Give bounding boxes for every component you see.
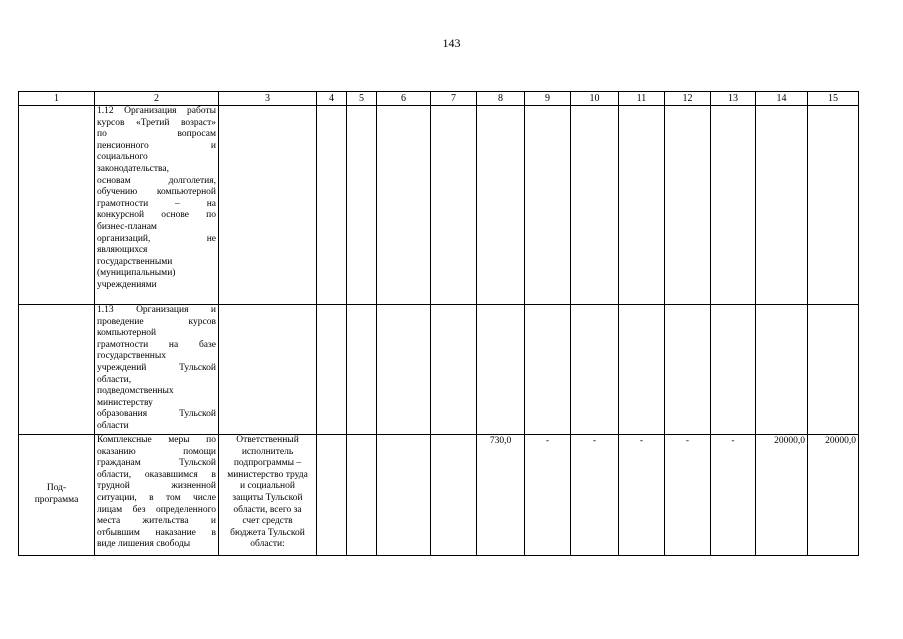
column-header-10: 10 [571, 92, 619, 106]
executor-line: Ответственный [236, 435, 299, 445]
activity-line: обучению компьютерной [97, 187, 216, 198]
activity-line: гражданам Тульской [97, 458, 216, 469]
value-cell-col9 [525, 305, 571, 435]
activity-line: социального [97, 152, 148, 163]
page-number: 143 [442, 36, 461, 50]
value-cell-col6 [377, 435, 431, 556]
executor-line: подпрограммы – [233, 458, 302, 469]
column-header-5: 5 [347, 92, 377, 106]
value-cell-col5 [347, 435, 377, 556]
activity-line: подведомственных [97, 386, 174, 397]
value-cell-col5 [347, 305, 377, 435]
value-cell-col15 [808, 305, 859, 435]
value-cell-col12: - [665, 435, 711, 556]
activity-line: области [97, 420, 129, 431]
activity-line: государственными [97, 256, 173, 267]
executor [219, 305, 317, 435]
value-cell-col13: - [711, 435, 756, 556]
activity-line: проведение курсов [97, 316, 216, 327]
activity-line: курсов «Третий возраст» [97, 117, 216, 128]
activity-line: области, [97, 374, 132, 385]
executor-line: министерство труда [227, 469, 308, 480]
activity-line: законодательства, [97, 163, 169, 174]
value-cell-col6 [377, 106, 431, 305]
activity-line: государственных [97, 351, 167, 362]
value-cell-col11: - [619, 435, 665, 556]
executor-line: защиты Тульской [232, 492, 303, 503]
value-cell-col14 [756, 305, 808, 435]
executor-line: области: [250, 539, 285, 550]
activity-line: области, оказавшимся в [97, 469, 216, 480]
activity-line: 1.13 Организация и [97, 305, 216, 315]
activity-line: по вопросам [97, 129, 216, 140]
activity-line: бизнес-планам [97, 221, 157, 232]
value-cell-col7 [431, 435, 477, 556]
column-header-15: 15 [808, 92, 859, 106]
activity-line: ситуации, в том числе [97, 492, 216, 503]
executor [219, 435, 317, 556]
value-cell-col15 [808, 106, 859, 305]
value-cell-col11 [619, 305, 665, 435]
activity-line: конкурсной основе по [97, 210, 216, 221]
executor [219, 106, 317, 305]
column-header-14: 14 [756, 92, 808, 106]
value-cell-col15: 20000,0 [808, 435, 859, 556]
activity-name [95, 435, 219, 556]
value-cell-col5 [347, 106, 377, 305]
activity-line: места жительства и [97, 516, 216, 527]
header-row [19, 92, 859, 106]
activity-line: Комплексные меры по [97, 435, 216, 445]
activity-line: являющихся [97, 245, 148, 256]
table-row [19, 106, 859, 305]
activity-line: компьютерной [97, 328, 157, 339]
activity-line: (муниципальными) [97, 268, 176, 279]
table-row [19, 305, 859, 435]
executor-line: бюджета Тульской [230, 527, 305, 538]
column-header-12: 12 [665, 92, 711, 106]
activity-name [95, 106, 219, 305]
executor-line: области, всего за [233, 504, 302, 515]
program-table [18, 91, 859, 556]
value-cell-col10 [571, 305, 619, 435]
value-cell-col10 [571, 106, 619, 305]
value-cell-col4 [317, 305, 347, 435]
activity-line: пенсионного и [97, 140, 216, 151]
row-label [19, 305, 95, 435]
activity-name [95, 305, 219, 435]
value-cell-col8: 730,0 [477, 435, 525, 556]
activity-line: учреждений Тульской [97, 362, 216, 373]
executor-line: и социальной [240, 481, 295, 492]
activity-line: учреждениями [97, 279, 157, 290]
activity-line: виде лишения свободы [97, 539, 191, 550]
row-label: Под- программа [19, 435, 95, 556]
column-header-7: 7 [431, 92, 477, 106]
value-cell-col11 [619, 106, 665, 305]
value-cell-col6 [377, 305, 431, 435]
column-header-6: 6 [377, 92, 431, 106]
column-header-2: 2 [95, 92, 219, 106]
value-cell-col14: 20000,0 [756, 435, 808, 556]
activity-line: министерству [97, 397, 153, 408]
executor-line: исполнитель [241, 446, 294, 457]
value-cell-col12 [665, 106, 711, 305]
value-cell-col13 [711, 106, 756, 305]
table-row [19, 435, 859, 556]
column-header-11: 11 [619, 92, 665, 106]
value-cell-col14 [756, 106, 808, 305]
column-header-3: 3 [219, 92, 317, 106]
activity-line: 1.12 Организация работы [97, 106, 216, 116]
activity-line: образования Тульской [97, 409, 216, 420]
value-cell-col12 [665, 305, 711, 435]
value-cell-col9 [525, 106, 571, 305]
row-label [19, 106, 95, 305]
activity-line: грамотности – на [97, 198, 216, 209]
value-cell-col10: - [571, 435, 619, 556]
column-header-1: 1 [19, 92, 95, 106]
value-cell-col7 [431, 106, 477, 305]
value-cell-col8 [477, 305, 525, 435]
activity-line: трудной жизненной [97, 481, 216, 492]
column-header-4: 4 [317, 92, 347, 106]
value-cell-col9: - [525, 435, 571, 556]
executor-line: счет средств [242, 516, 293, 527]
activity-line: отбывшим наказание в [97, 527, 216, 538]
column-header-9: 9 [525, 92, 571, 106]
column-header-8: 8 [477, 92, 525, 106]
value-cell-col4 [317, 435, 347, 556]
activity-line: грамотности на базе [97, 339, 216, 350]
activity-line: основам долголетия, [97, 175, 216, 186]
activity-line: организаций, не [97, 233, 216, 244]
value-cell-col13 [711, 305, 756, 435]
value-cell-col7 [431, 305, 477, 435]
value-cell-col4 [317, 106, 347, 305]
activity-line: лицам без определенного [97, 504, 216, 515]
value-cell-col8 [477, 106, 525, 305]
column-header-13: 13 [711, 92, 756, 106]
activity-line: оказанию помощи [97, 446, 216, 457]
